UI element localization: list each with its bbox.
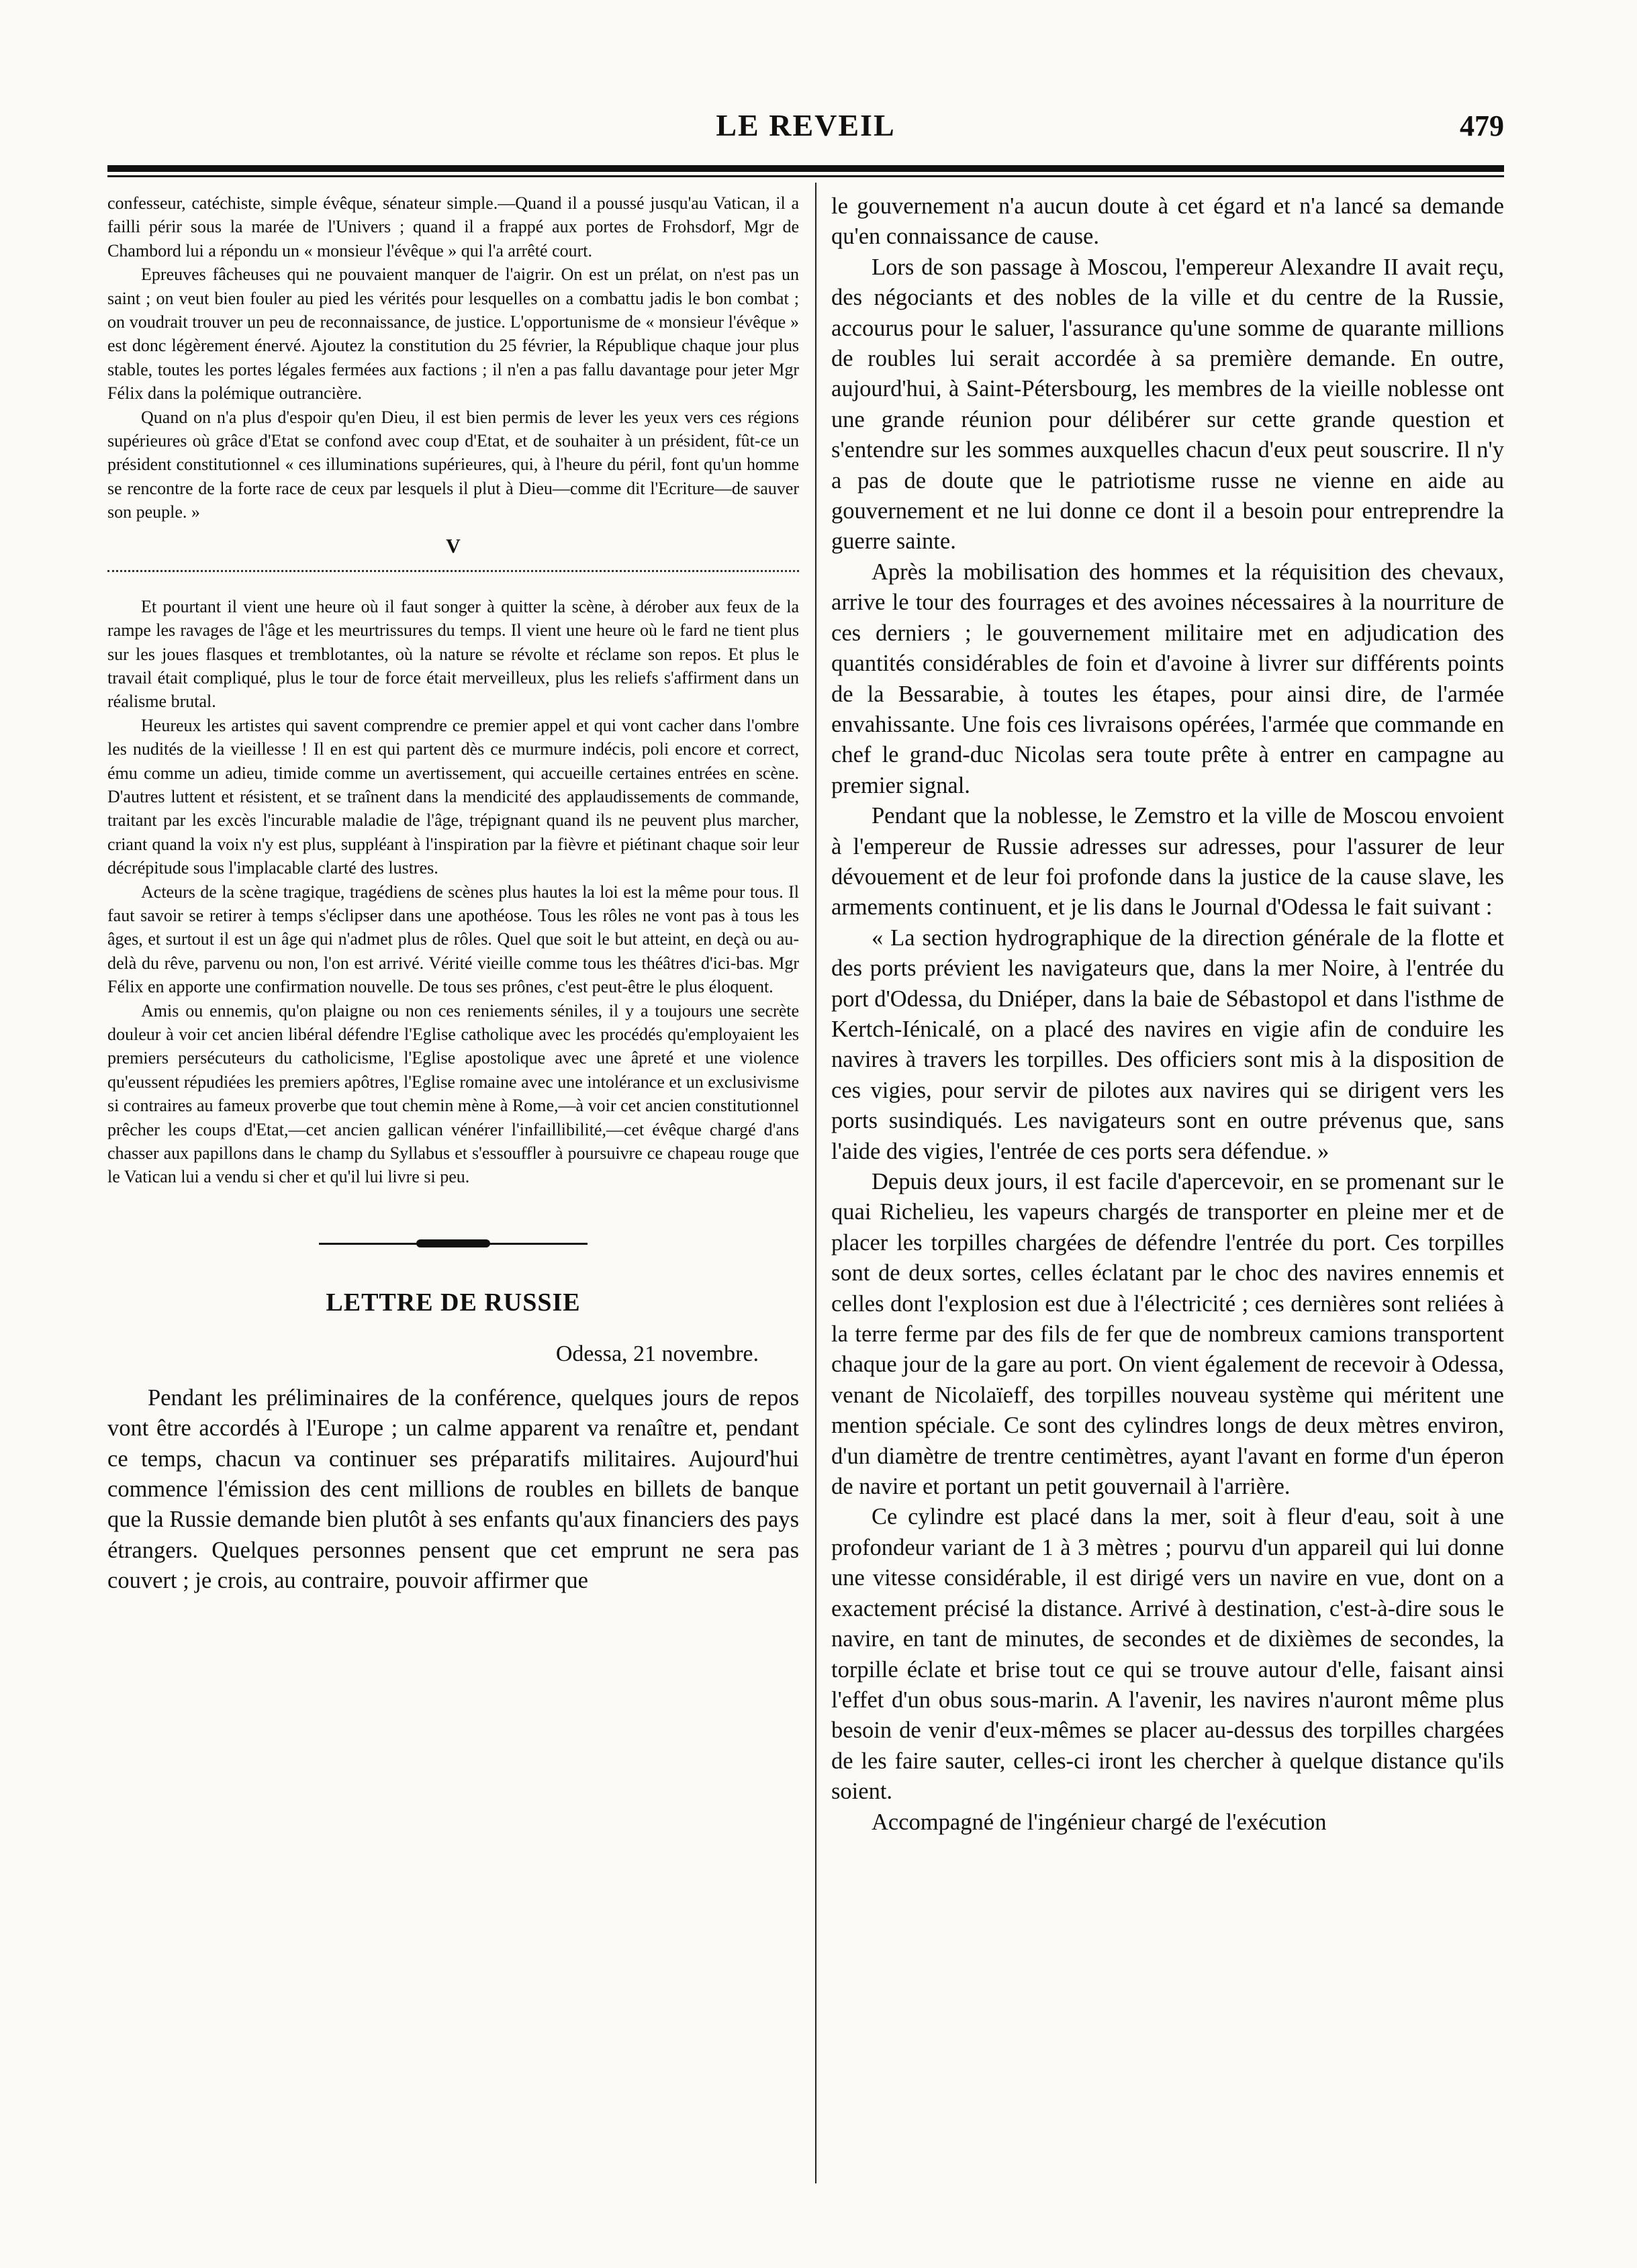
quoted-paragraph: « La section hydrographique de la direction générale de la flotte et des ports prévient les navigateurs que, dans la mer Noire, à l'entrée du port d'Odessa, du Dniéper, dans la baie de Sébastopol et dans l'isthme de Kertch-Iénicalé, on a placé des navires en vigie afin de conduire les navires à travers les torpilles. Des officiers sont mis à la disposition de ces vigies, pour servir de pilotes aux navires qui se dirigent vers les ports susindiqués. Les navigateurs sont en outre prévenus que, sans l'aide des vigies, l'entrée de ces ports sera défendue. » <box>831 925 1504 1164</box>
ornament-center <box>416 1239 490 1247</box>
paragraph: Depuis deux jours, il est facile d'apercevoir, en se promenant sur le quai Richelieu, les vapeurs chargés de transporter en pleine mer et de placer les torpilles chargées de défendre l'entrée du port. Ces torpilles sont de deux sortes, celles éclatant par le choc des navires ennemis et celles dont l'explosion est due à l'électricité ; ces dernières sont reliées à la terre ferme par des fils de fer que de nombreux camions transportent chaque jour de la gare au port. On vient également de recevoir à Odessa, venant de Nicolaïeff, des torpilles nouveau système qui méritent une mention spéciale. Ce sont des cylindres longs de deux mètres environ, d'un diamètre de trentre centimètres, ayant l'avant en forme d'un éperon de navire et portant un petit gouvernail à l'arrière. <box>831 1169 1504 1500</box>
paragraph: Pendant les préliminaires de la conférence, quelques jours de repos vont être accordés à l'Europe ; un calme apparent va renaître et, pendant ce temps, chacun va continuer ses préparatifs militaires. Aujourd'hui commence l'émission des cent millions de roubles en billets de banque que la Russie demande bien plutôt à ses enfants qu'aux financiers des pays étrangers. Quelques personnes pensent que cet emprunt ne sera pas couvert ; je crois, au contraire, pouvoir affirmer que <box>107 1384 799 1594</box>
page-header <box>107 107 1504 161</box>
paragraph: Amis ou ennemis, qu'on plaigne ou non ces reniements séniles, il y a toujours une secrète douleur à voir cet ancien libéral défendre l'Eglise catholique avec les procédés qu'employaient les premiers persécuteurs du catholicisme, l'Eglise apostolique avec une âpreté et une violence qu'eussent répudiées les premiers apôtres, l'Eglise romaine avec une intolérance et un exclusivisme si contraires au fameux proverbe que tout chemin mène à Rome,—à voir cet ancien constitutionnel prêcher les coups d'Etat,—cet ancien gallican vénérer l'infaillibilité,—cet évêque chargé d'ans chasser aux papillons dans le champ du Syllabus et s'essouffler à poursuivre ce chapeau rouge que le Vatican lui a vendu si cher et qu'il lui livre si peu. <box>107 1000 799 1187</box>
header-rule-thin <box>107 175 1504 177</box>
header-rule-thick <box>107 165 1504 172</box>
paragraph: Acteurs de la scène tragique, tragédiens de scènes plus hautes la loi est la même pour tous. Il faut savoir se retirer à temps s'éclipser dans une apothéose. Tous les rôles ne vont pas à tous les âges, et surtout il est un âge qui n'admet plus de rôles. Quel que soit le but atteint, en deçà ou au-delà du rêve, parvenu ou non, l'on est arrivé. Vérité vieille comme tous les théâtres d'ici-bas. Mgr Félix en apporte une confirmation nouvelle. De tous ses prônes, c'est peut-être le plus éloquent. <box>107 882 799 997</box>
dateline: Odessa, 21 novembre. <box>555 1341 759 1366</box>
ornamental-divider <box>319 1239 588 1247</box>
paragraph: Et pourtant il vient une heure où il faut songer à quitter la scène, à dérober aux feux de la rampe les ravages de l'âge et les meurtrissures du temps. Il vient une heure où le fard ne tient plus sur les joues flasques et tremblotantes, où la nature se révolte et réclame son repos. Et plus le travail était compliqué, plus le tour de force était merveilleux, plus les reliefs s'affirment dans un réalisme brutal. <box>107 596 799 712</box>
article-body <box>107 1383 799 1597</box>
dotted-separator <box>107 570 799 572</box>
left-column <box>107 191 799 2192</box>
article-continuation <box>107 191 799 1189</box>
paragraph: Après la mobilisation des hommes et la réquisition des chevaux, arrive le tour des fourrages et des avoines nécessaires à la nourriture de ces derniers ; le gouvernement militaire met en adjudication des quantités considérables de foin et d'avoine à livrer sur différents points de la Bessarabie, à toutes les étapes, pour ainsi dire, de l'armée envahissante. Une fois ces livraisons opérées, l'armée que commande en chef le grand-duc Nicolas sera toute prête à entrer en campagne au premier signal. <box>831 559 1504 798</box>
paragraph: Lors de son passage à Moscou, l'empereur Alexandre II avait reçu, des négociants et des nobles de la ville et du centre de la Russie, accourus pour le saluer, l'assurance qu'une somme de quarante millions de roubles lui serait accordée à sa première demande. En outre, aujourd'hui, à Saint-Pétersbourg, les membres de la vieille noblesse ont une grande réunion pour délibérer sur cette grande question et s'entendre sur les sommes auxquelles chacun d'eux peut souscrire. Il n'y a pas de doute que le patriotisme russe ne vienne en aide au gouvernement et ne lui donne ce dont il a besoin pour entreprendre la guerre sainte. <box>831 254 1504 555</box>
paragraph: Ce cylindre est placé dans la mer, soit à fleur d'eau, soit à une profondeur variant de 1 à 3 mètres ; pourvu d'un appareil qui lui donne une vitesse considérable, il est dirigé vers un navire en vue, dont on a exactement précisé la distance. Arrivé à destination, c'est-à-dire sous le navire, en tant de minutes, de secondes et de dixièmes de secondes, la torpille éclate et brise tout ce qui se trouve autour d'elle, faisant ainsi l'effet d'un obus sous-marin. A l'avenir, les navires n'auront même plus besoin de venir d'eux-mêmes se placer au-dessus des torpilles chargées de les faire sauter, celles-ci iront les chercher à quelque distance qu'ils soient. <box>831 1504 1504 1805</box>
paragraph: Accompagné de l'ingénieur chargé de l'exécution <box>872 1809 1327 1835</box>
paragraph: Epreuves fâcheuses qui ne pouvaient manquer de l'aigrir. On est un prélat, on n'est pas un saint ; on veut bien fouler au pied les vérités pour lesquelles on a combattu jadis le bon combat ; on voudrait trouver un peu de reconnaissance, de justice. L'opportunisme de « monsieur l'évêque » est donc légèrement énervé. Ajoutez la constitution du 25 février, la République chaque jour plus stable, toutes les portes légales fermées aux factions ; il n'en a pas fallu davantage pour jeter Mgr Félix dans la polémique outrancière. <box>107 265 799 404</box>
column-divider <box>815 183 816 2183</box>
paragraph: confesseur, catéchiste, simple évêque, sénateur simple.—Quand il a poussé jusqu'au Vatican, il a failli périr sous la marée de l'Univers ; quand il a frappé aux portes de Frohsdorf, Mgr de Chambord lui a répondu un « monsieur l'évêque » qui l'a arrêté court. <box>107 193 799 261</box>
paragraph: Pendant que la noblesse, le Zemstro et la ville de Moscou envoient à l'empereur de Russie adresses sur adresses, pour l'assurer de leur dévouement et de leur foi profonde dans la justice de la cause slave, les armements continuent, et je lis dans le Journal d'Odessa le fait suivant : <box>831 803 1504 920</box>
paragraph: Heureux les artistes qui savent comprendre ce premier appel et qui vont cacher dans l'ombre les nudités de la vieillesse ! Il en est qui partent dès ce murmure indécis, poli encore et correct, ému comme un adieu, timide comme un avertissement, qui accueille certaines entrées en scène. D'autres luttent et résistent, et se traînent dans la mendicité des applaudissements de commande, traitant par les excès l'incurable maladie de l'âge, trépignant quand ils ne peuvent plus marcher, criant quand la voix n'y est plus, suppléant à l'inspiration par la fièvre et piétinant chaque soir leur décrépitude sous l'implacable clarté des lustres. <box>107 715 799 878</box>
right-column <box>831 191 1504 2192</box>
paragraph: Quand on n'a plus d'espoir qu'en Dieu, il est bien permis de lever les yeux vers ces régions supérieures où grâce d'Etat se confond avec coup d'Etat, et de souhaiter à un président, fût-ce un président constitutionnel « ces illuminations supérieures, qui, à l'heure du péril, font qu'un homme se rencontre de la forte race de ceux par lesquels il plut à Dieu—comme dit l'Ecriture—de sauver son peuple. » <box>107 407 799 522</box>
page-number: 479 <box>1460 109 1504 142</box>
article-heading: LETTRE DE RUSSIE <box>326 1288 581 1317</box>
paragraph: le gouvernement n'a aucun doute à cet égard et n'a lancé sa demande qu'en connaissance de cause. <box>831 193 1504 250</box>
newspaper-title: LE REVEIL <box>716 108 896 142</box>
section-numeral: V <box>446 534 461 557</box>
